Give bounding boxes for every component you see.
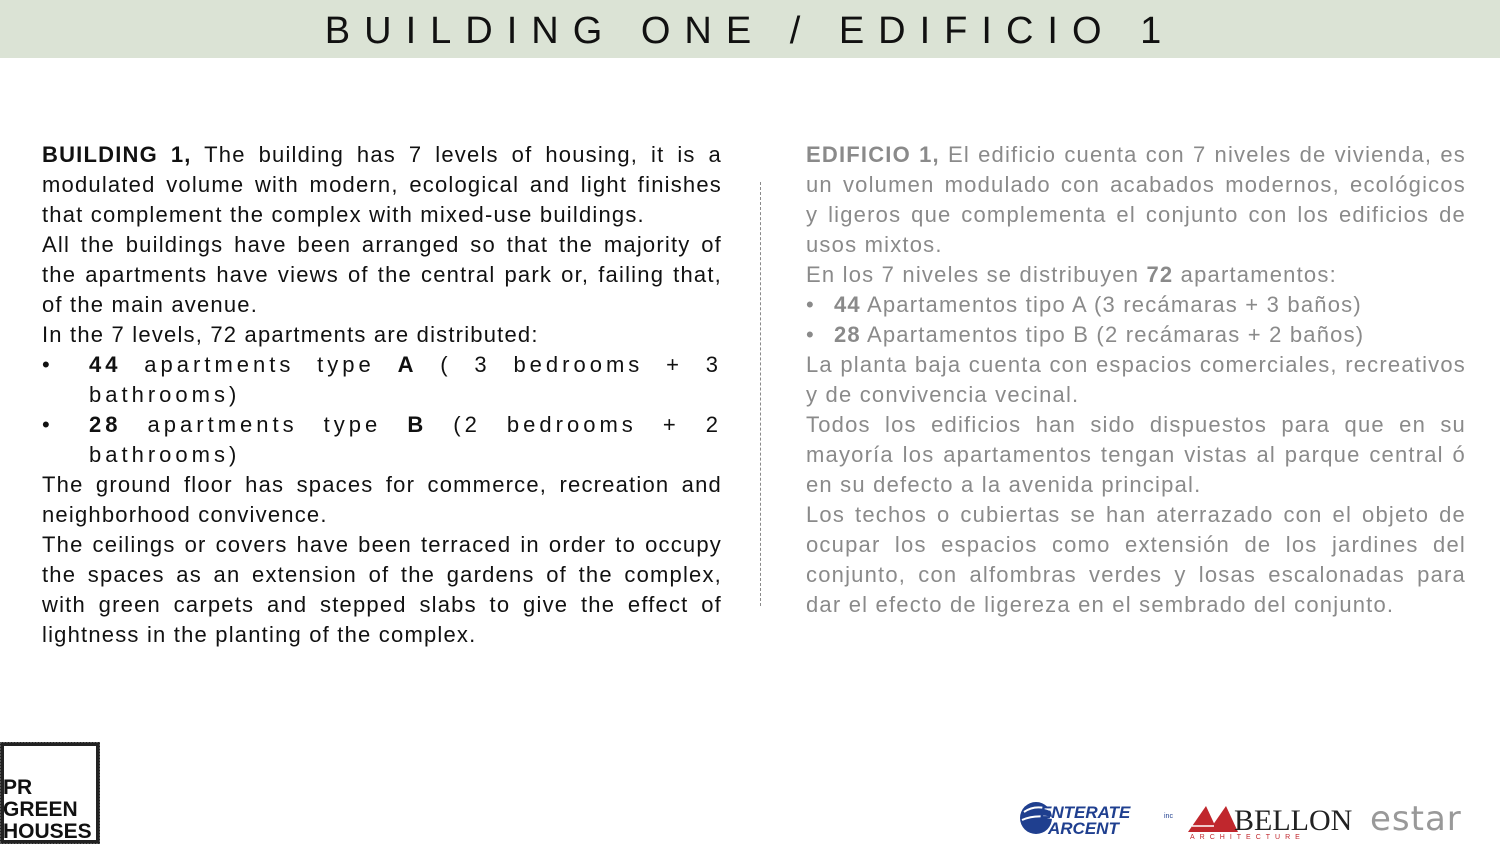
bullet-text: apartments type xyxy=(121,352,398,377)
spanish-intro xyxy=(806,140,1466,260)
spanish-para-levels xyxy=(806,260,1466,290)
spanish-bullet-a xyxy=(806,290,1466,320)
english-para-ground-floor: The ground floor has spaces for commerce, recreation and neighborhood convivence. xyxy=(42,472,722,527)
spanish-intro-text: El edificio cuenta con 7 niveles de vivienda, es un volumen modulado con acabados modernos, ecológicos y ligeros que complementa el conjunto con los edificios de usos mixtos. xyxy=(806,142,1466,257)
bullet-type: B xyxy=(407,412,428,437)
english-bullet-a xyxy=(42,350,722,410)
bellon-architecture-logo xyxy=(1188,804,1352,840)
english-para-ceilings: The ceilings or covers have been terraced in order to occupy the spaces as an extension of the gardens of the complex, with green carpets and stepped slabs to give the effect of lightness in the planting of the complex. xyxy=(42,532,722,647)
bullet-dot-icon: • xyxy=(42,412,54,437)
english-column xyxy=(42,140,722,650)
bullet-text: ( 3 bedrooms + 3 bathrooms) xyxy=(89,352,722,407)
spanish-levels-text: En los 7 niveles se distribuyen xyxy=(806,262,1147,287)
bullet-number: 28 xyxy=(89,412,122,437)
bullet-number: 44 xyxy=(89,352,122,377)
bellon-sub-text: ARCHITECTURE xyxy=(1190,834,1305,840)
english-para-levels: In the 7 levels, 72 apartments are distributed: xyxy=(42,322,539,347)
spanish-para-roofs: Los techos o cubiertas se han aterrazado con el objeto de ocupar los espacios como extensión de los jardines del conjunto, con alfombras verdes y losas escalonadas para dar el efecto de ligereza en el sembrado del conjunto. xyxy=(806,502,1466,617)
english-intro xyxy=(42,140,722,230)
spanish-column xyxy=(806,140,1466,620)
bullet-text: (2 bedrooms + 2 bathrooms) xyxy=(89,412,722,467)
logo-green-text: GREEN xyxy=(3,798,78,821)
partner-logos xyxy=(1018,796,1498,840)
spanish-levels-count: 72 xyxy=(1146,262,1174,287)
bullet-text: apartments type xyxy=(121,412,408,437)
spanish-para-views: Todos los edificios han sido dispuestos para que en su mayoría los apartamentos tengan vistas al parque central ó en su defecto a la avenida principal. xyxy=(806,412,1466,497)
spanish-bullet-b xyxy=(806,320,1466,350)
spanish-levels-text: apartamentos: xyxy=(1173,262,1337,287)
estar-logo: estar xyxy=(1370,799,1462,839)
logo-houses-text: HOUSES xyxy=(3,820,92,843)
bullet-text: Apartamentos tipo A (3 recámaras + 3 baños) xyxy=(860,292,1362,317)
bullet-type: A xyxy=(397,352,418,377)
english-bullet-b xyxy=(42,410,722,470)
column-divider xyxy=(760,182,761,606)
english-intro-text: The building has 7 levels of housing, it is a modulated volume with modern, ecological and light finishes that complement the complex with mixed-use buildings. xyxy=(42,142,722,227)
bullet-text: Apartamentos tipo B (2 recámaras + 2 baños) xyxy=(860,322,1365,347)
enterate-arcent-logo xyxy=(1020,802,1173,838)
pr-green-houses-logo xyxy=(0,742,100,844)
english-bullet-list xyxy=(42,350,722,470)
page-title: BUILDING ONE / EDIFICIO 1 xyxy=(324,10,1176,52)
spanish-bullet-list xyxy=(806,290,1466,350)
bullet-number: 44 xyxy=(834,292,861,317)
bullet-dot-icon: • xyxy=(42,352,54,377)
english-para-views: All the buildings have been arranged so that the majority of the apartments have views of the central park or, failing that, of the main avenue. xyxy=(42,232,722,317)
enterate-text: ENTERATE xyxy=(1040,803,1131,822)
bullet-dot-icon: • xyxy=(806,322,815,347)
spanish-para-ground-floor: La planta baja cuenta con espacios comerciales, recreativos y de convivencia vecinal. xyxy=(806,352,1466,407)
logo-pr-text: PR xyxy=(3,776,33,799)
bullet-dot-icon: • xyxy=(806,292,815,317)
arcent-text: ARCENT xyxy=(1048,819,1119,838)
bullet-number: 28 xyxy=(834,322,861,347)
enterate-suffix: inc xyxy=(1164,813,1173,820)
english-intro-bold: BUILDING 1, xyxy=(42,142,192,167)
bellon-text: BELLON xyxy=(1234,804,1353,837)
spanish-intro-bold: EDIFICIO 1, xyxy=(806,142,940,167)
